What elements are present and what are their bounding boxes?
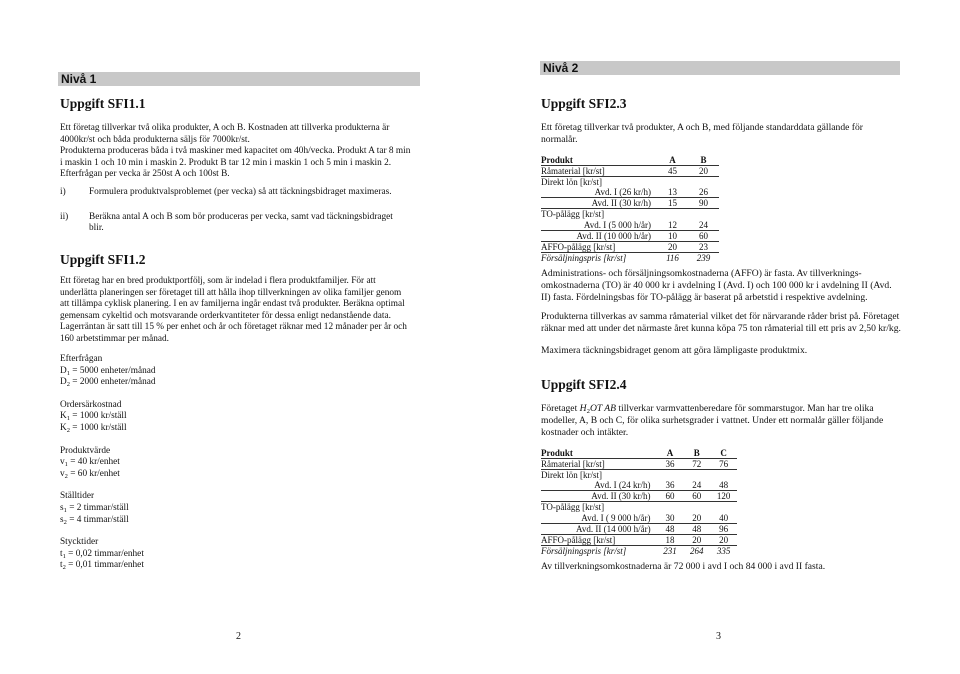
table-cell: 20 — [657, 241, 688, 252]
data-group-heading: Ordersärkostnad — [60, 399, 122, 410]
text-line: Lagerräntan är satt till 15 % per enhet och år och företaget räknar med 12 månader per år och — [60, 322, 407, 333]
table-cell: 116 — [666, 252, 679, 263]
subscript: 2 — [66, 426, 70, 434]
data-row — [60, 457, 156, 469]
symbol: s — [60, 514, 64, 525]
table-cell — [683, 470, 710, 481]
symbol: s — [60, 502, 64, 513]
sfi23-intro — [541, 122, 863, 146]
text-line: 4000kr/st och båda produkterna säljs för 7000kr/st. — [60, 134, 250, 145]
table-cell: 15 — [657, 198, 688, 209]
table-label-cell: Försäljningspris [kr/st] — [541, 252, 627, 263]
sfi23-paragraph-3: Maximera täckningsbidraget genom att göra lämpligaste produktmix. — [541, 345, 808, 356]
value: = 2 timmar/ställ — [66, 502, 129, 513]
table-header-cell: Produkt — [541, 448, 657, 459]
data-group — [60, 354, 156, 389]
table-label-cell: Avd. II (10 000 h/år) — [541, 230, 657, 241]
table-cell — [688, 209, 719, 220]
table-row — [541, 534, 737, 545]
sfi23-paragraph-1 — [541, 268, 892, 304]
data-group — [60, 537, 156, 572]
table-label-cell: Råmaterial [kr/st] — [541, 459, 657, 470]
sfi23-title: Uppgift SFI2.3 — [541, 96, 627, 111]
subscript: 2 — [63, 518, 67, 526]
text-line: II) fasta. Fördelningsbas för TO-pålägg är baserat på arbetstid i respektive avdelning. — [541, 292, 868, 303]
table-label-cell: Avd. I ( 9 000 h/år) — [541, 513, 657, 524]
table-label-cell: TO-pålägg [kr/st] — [541, 209, 605, 220]
value: = 4 timmar/ställ — [66, 514, 129, 525]
text-line: normalår. — [541, 134, 578, 145]
text-line: Efterfrågan per vecka är 250st A och 100st B. — [60, 169, 230, 180]
list-item — [60, 187, 393, 199]
data-row — [60, 503, 156, 515]
table-cell: 26 — [688, 187, 719, 198]
table-header-cell: C — [710, 448, 737, 459]
table-header-cell: B — [683, 448, 710, 459]
table-cell: 20 — [683, 534, 710, 545]
data-row — [60, 515, 156, 527]
text-line: kostnader och intäkter. — [541, 427, 629, 438]
text-line: att tillämpa cyklisk planering. I en av familjerna ingår endast två produkter. Beräkna optimal — [60, 299, 405, 310]
data-group-heading: Stycktider — [60, 537, 99, 548]
table-cell: 48 — [657, 523, 684, 534]
value: = 1000 kr/ställ — [69, 422, 127, 433]
data-group-heading: Efterfrågan — [60, 354, 103, 364]
text-line: Ett företag tillverkar två produkter, A och B, med följande standarddata gällande för — [541, 122, 863, 133]
table-label-cell: Avd. I (26 kr/h) — [541, 187, 657, 198]
sfi24-cost-table — [541, 448, 737, 556]
table-cell: 76 — [710, 459, 737, 470]
table-cell: 36 — [657, 459, 684, 470]
table-label-cell: Avd. II (14 000 h/år) — [541, 523, 657, 534]
table-row — [541, 220, 719, 231]
table-cell: 20 — [688, 166, 719, 177]
table-label-cell: AFFO-pålägg [kr/st] — [541, 241, 657, 252]
symbol: t — [60, 548, 63, 559]
value: = 2000 enheter/månad — [69, 377, 156, 388]
table-label-cell: Råmaterial [kr/st] — [541, 166, 657, 177]
table-row — [541, 513, 737, 524]
subscript: 1 — [66, 369, 70, 377]
symbol: v — [60, 457, 65, 468]
text-line: Ett företag har en bred produktportfölj, som är indelad i flera produktfamiljer. För att — [60, 276, 376, 286]
data-row — [60, 560, 156, 572]
table-header-row — [541, 448, 737, 459]
table-label-cell: Avd. II (30 kr/h) — [541, 491, 657, 502]
text-line: räknar med att under det närmaste året kunna köpa 75 ton råmaterial till ett pris av 2,50 kr/kg. — [541, 323, 901, 334]
table-row — [541, 545, 737, 556]
subscript: 2 — [66, 381, 70, 389]
table-header-row — [541, 155, 719, 166]
table-label-cell: TO-pålägg [kr/st] — [541, 502, 605, 513]
list-item-text — [89, 187, 392, 199]
value: = 0,01 timmar/enhet — [65, 560, 144, 571]
table-cell: 40 — [710, 513, 737, 524]
value: = 5000 enheter/månad — [69, 365, 156, 376]
table-cell — [657, 470, 684, 481]
data-row — [60, 469, 156, 481]
sfi24-title: Uppgift SFI2.4 — [541, 377, 627, 392]
table-row — [541, 230, 719, 241]
table-cell: 335 — [716, 545, 731, 556]
table-cell: 20 — [710, 534, 737, 545]
subscript: 2 — [62, 564, 66, 572]
text-line: gemensam cykeltid och motsvarande orderkvantiteter för dessa enligt nedanstående data. — [60, 310, 391, 321]
symbol: D — [60, 365, 67, 376]
list-item-text — [89, 212, 393, 235]
table-row — [541, 187, 719, 198]
data-row — [60, 411, 156, 423]
text-line: omkostnaderna (TO) är 40 000 kr i avdelning I (Avd. I) och 100 000 kr i avdelning II (Avd. — [541, 280, 892, 291]
table-cell — [683, 502, 710, 513]
list-item-number: ii) — [60, 211, 69, 222]
sfi12-data — [60, 354, 156, 583]
table-row — [541, 177, 719, 188]
symbol: K — [60, 411, 67, 422]
sfi12-text — [60, 276, 407, 346]
level-2-header: Nivå 2 — [540, 61, 900, 75]
text-line: blir. — [89, 223, 104, 234]
table-row — [541, 209, 719, 220]
table-cell: 72 — [683, 459, 710, 470]
table-cell — [710, 470, 737, 481]
table-row — [541, 459, 737, 470]
table-cell: 24 — [683, 480, 710, 491]
table-label-cell: Försäljningspris [kr/st] — [541, 545, 627, 556]
sfi23-cost-table — [541, 155, 719, 263]
table-label-cell: AFFO-pålägg [kr/st] — [541, 534, 657, 545]
text-line: Ett företag tillverkar två olika produkter, A och B. Kostnaden att tillverka produkterna är — [60, 123, 390, 133]
table-label-cell: Avd. I (24 kr/h) — [541, 480, 657, 491]
data-group-heading: Produktvärde — [60, 445, 111, 456]
table-cell: 24 — [688, 220, 719, 231]
sfi11-text — [60, 123, 410, 181]
symbol: v — [60, 468, 65, 479]
sfi11-items — [60, 187, 393, 235]
subscript: 1 — [63, 506, 67, 514]
table-header-cell: Produkt — [541, 155, 657, 166]
table-cell: 264 — [690, 545, 704, 556]
sfi24-paragraph: Av tillverkningsomkostnaderna är 72 000 i avd I och 84 000 i avd II fasta. — [541, 561, 826, 572]
table-cell: 90 — [688, 198, 719, 209]
data-group-heading: Ställtider — [60, 491, 95, 502]
table-row — [541, 198, 719, 209]
level-1-header: Nivå 1 — [58, 72, 420, 86]
sfi24-intro: Företaget $H_2OT$ AB tillverkar varmvattenberedare för sommarstugor. Man har tre olika modeller, A, B och C, för olika surhetsgrader i vattnet. Under ett normalår gäller följande kostnader och intäkter. — [541, 403, 884, 438]
table-cell: 36 — [657, 480, 684, 491]
table-cell: 20 — [683, 513, 710, 524]
page-number-2: 2 — [236, 631, 241, 642]
right-page — [480, 0, 960, 674]
table-row — [541, 480, 737, 491]
text-line: Administrations- och försäljningsomkostnaderna (AFFO) är fasta. Av tillverknings- — [541, 268, 862, 279]
sfi23-paragraph-2 — [541, 311, 901, 335]
table-cell — [657, 177, 688, 188]
subscript: 1 — [62, 552, 66, 560]
subscript: 2 — [64, 472, 68, 480]
table-cell: 48 — [710, 480, 737, 491]
text-line: modeller, A, B och C, för olika surhetsgrader i vattnet. Under ett normalår gäller följande — [541, 415, 884, 426]
text-line: underlätta planeringen ser företaget till att hålla ihop tillverkningen av olika familjer genom — [60, 287, 402, 298]
table-header-cell: A — [657, 448, 684, 459]
table-row — [541, 241, 719, 252]
sfi11-title: Uppgift SFI1.1 — [60, 96, 146, 111]
page-number-3: 3 — [716, 631, 721, 642]
table-cell: 48 — [683, 523, 710, 534]
value: = 60 kr/enhet — [67, 468, 120, 479]
table-header-cell: A — [657, 155, 688, 166]
table-label-cell: Avd. I (5 000 h/år) — [541, 220, 657, 231]
subscript: 1 — [66, 415, 70, 423]
value: = 1000 kr/ställ — [69, 411, 127, 422]
data-group — [60, 491, 156, 526]
list-item-number: i) — [60, 187, 66, 197]
table-cell — [657, 502, 684, 513]
text-line: Produkterna tillverkas av samma råmaterial vilket det för närvarande råder brist på. Företaget — [541, 311, 900, 322]
data-group — [60, 446, 156, 481]
table-cell — [688, 177, 719, 188]
table-cell: 120 — [710, 491, 737, 502]
table-cell — [657, 209, 688, 220]
sfi12-title: Uppgift SFI1.2 — [60, 252, 146, 267]
table-row — [541, 491, 737, 502]
data-row — [60, 423, 156, 435]
table-cell: 23 — [688, 241, 719, 252]
text-line: 160 arbetstimmar per månad. — [60, 333, 169, 344]
table-header-cell: B — [688, 155, 719, 166]
table-label-cell: Avd. II (30 kr/h) — [541, 198, 657, 209]
table-cell: 13 — [657, 187, 688, 198]
table-cell: 10 — [657, 230, 688, 241]
table-cell: 45 — [657, 166, 688, 177]
subscript: 1 — [64, 461, 68, 469]
table-cell: 96 — [710, 523, 737, 534]
text-line: Beräkna antal A och B som bör produceras per vecka, samt vad täckningsbidraget — [89, 211, 393, 222]
data-group — [60, 400, 156, 435]
text-line: Formulera produktvalsproblemet (per vecka) så att täckningsbidraget maximeras. — [89, 187, 392, 197]
table-row — [541, 502, 737, 513]
table-cell: 231 — [663, 545, 677, 556]
table-cell: 239 — [696, 252, 711, 263]
symbol: K — [60, 422, 67, 433]
symbol: D — [60, 377, 67, 388]
table-cell: 30 — [657, 513, 684, 524]
table-row — [541, 470, 737, 481]
table-label-cell: Direkt lön [kr/st] — [541, 177, 602, 188]
data-row — [60, 377, 156, 389]
table-cell: 12 — [657, 220, 688, 231]
text-line: i maskin 1 och 10 min i maskin 2. Produkt B tar 12 min i maskin 1 och 5 min i maskin 2. — [60, 157, 392, 168]
table-cell: 18 — [657, 534, 684, 545]
value: = 0,02 timmar/enhet — [65, 548, 144, 559]
text-line: Produkterna produceras båda i två maskiner med kapacitet om 40h/vecka. Produkt A tar 8 min — [60, 146, 411, 157]
symbol: t — [60, 560, 63, 571]
table-cell — [710, 502, 737, 513]
table-row — [541, 523, 737, 534]
list-item — [60, 212, 393, 235]
table-row — [541, 252, 719, 263]
table-label-cell: Direkt lön [kr/st] — [541, 470, 602, 481]
data-row — [60, 549, 156, 561]
table-row — [541, 166, 719, 177]
value: = 40 kr/enhet — [67, 457, 120, 468]
table-cell: 60 — [683, 491, 710, 502]
data-row — [60, 366, 156, 378]
table-cell: 60 — [688, 230, 719, 241]
table-cell: 60 — [657, 491, 684, 502]
